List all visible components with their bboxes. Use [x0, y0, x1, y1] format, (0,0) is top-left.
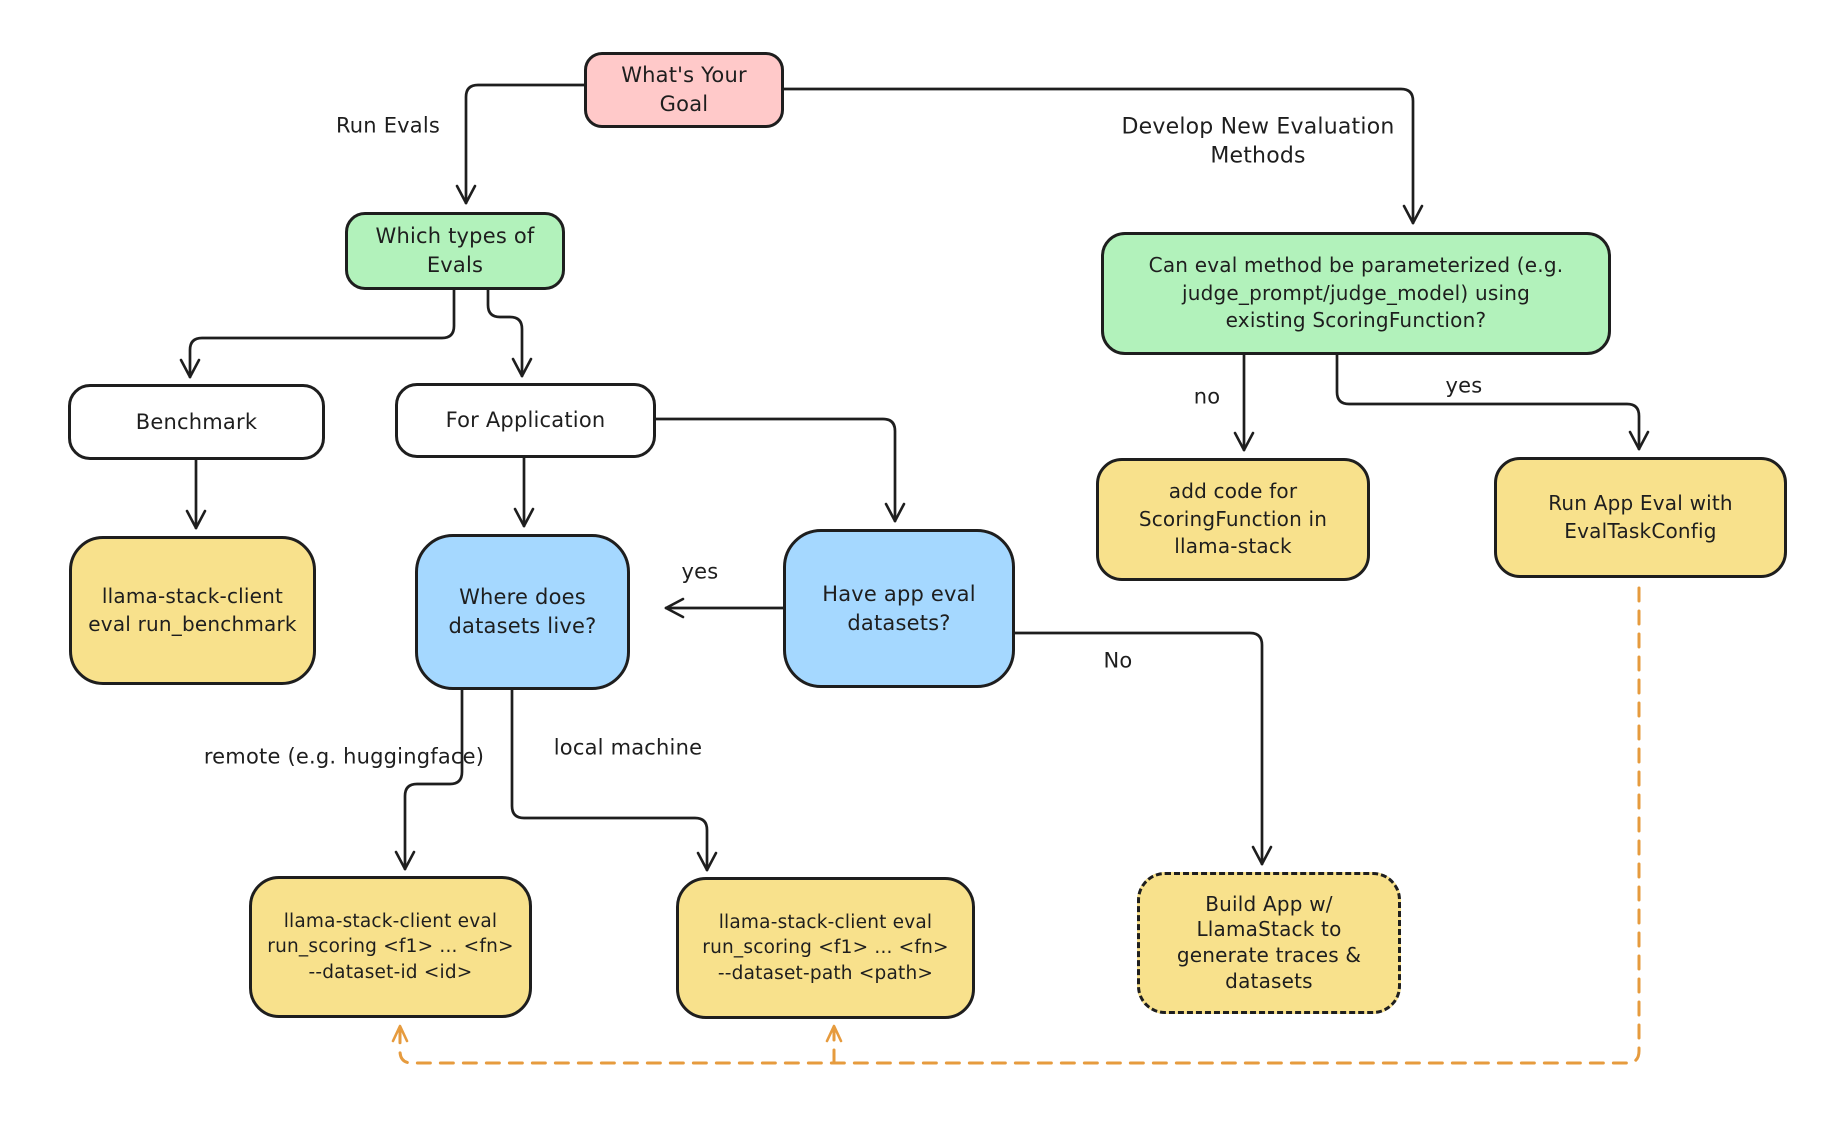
node-have-app-eval-datasets: Have app eval datasets? [783, 529, 1015, 688]
edge-which-types-to-for-application [488, 290, 522, 376]
edge-label-local-machine: local machine [553, 735, 703, 760]
node-run-benchmark-cmd: llama-stack-client eval run_benchmark [69, 536, 316, 685]
node-where-does-datasets-live: Where does datasets live? [415, 534, 630, 690]
edge-which-types-to-benchmark [190, 290, 454, 377]
node-whats-your-goal: What's Your Goal [584, 52, 784, 128]
edge-where-datasets-remote-to-scoring-id [405, 690, 462, 869]
node-which-types-of-evals: Which types of Evals [345, 212, 565, 290]
edge-label-remote-huggingface: remote (e.g. huggingface) [203, 744, 485, 769]
node-run-app-eval-with-evaltaskconfig: Run App Eval with EvalTaskConfig [1494, 457, 1787, 578]
edge-can-param-yes-to-run-app-eval [1337, 355, 1639, 449]
edge-where-datasets-local-to-scoring-path [512, 690, 707, 870]
node-build-app-with-llamastack: Build App w/ LlamaStack to generate traces & datasets [1137, 872, 1401, 1014]
node-benchmark: Benchmark [68, 384, 325, 460]
edge-label-no-parameterized: no [1193, 384, 1221, 409]
edge-have-datasets-no-to-build-app [1015, 633, 1262, 864]
edge-label-run-evals: Run Evals [335, 113, 441, 138]
edge-goal-to-which-types [466, 85, 584, 203]
node-run-scoring-dataset-path-cmd: llama-stack-client eval run_scoring <f1> ... <fn> --dataset-path <path> [676, 877, 975, 1019]
node-can-eval-method-be-parameterized: Can eval method be parameterized (e.g. judge_prompt/judge_model) using existing ScoringFunction? [1101, 232, 1611, 355]
node-run-scoring-dataset-id-cmd: llama-stack-client eval run_scoring <f1> ... <fn> --dataset-id <id> [249, 876, 532, 1018]
edge-label-develop-new-evaluation-methods: Develop New Evaluation Methods [1121, 114, 1395, 168]
edge-label-yes-parameterized: yes [1445, 373, 1483, 398]
edge-label-yes-have-datasets: yes [681, 559, 719, 584]
edge-label-no-have-datasets: No [1103, 648, 1133, 673]
edge-for-application-to-have-datasets [656, 419, 895, 521]
node-add-code-for-scoringfunction: add code for ScoringFunction in llama-stack [1096, 458, 1370, 581]
node-for-application: For Application [395, 383, 656, 458]
